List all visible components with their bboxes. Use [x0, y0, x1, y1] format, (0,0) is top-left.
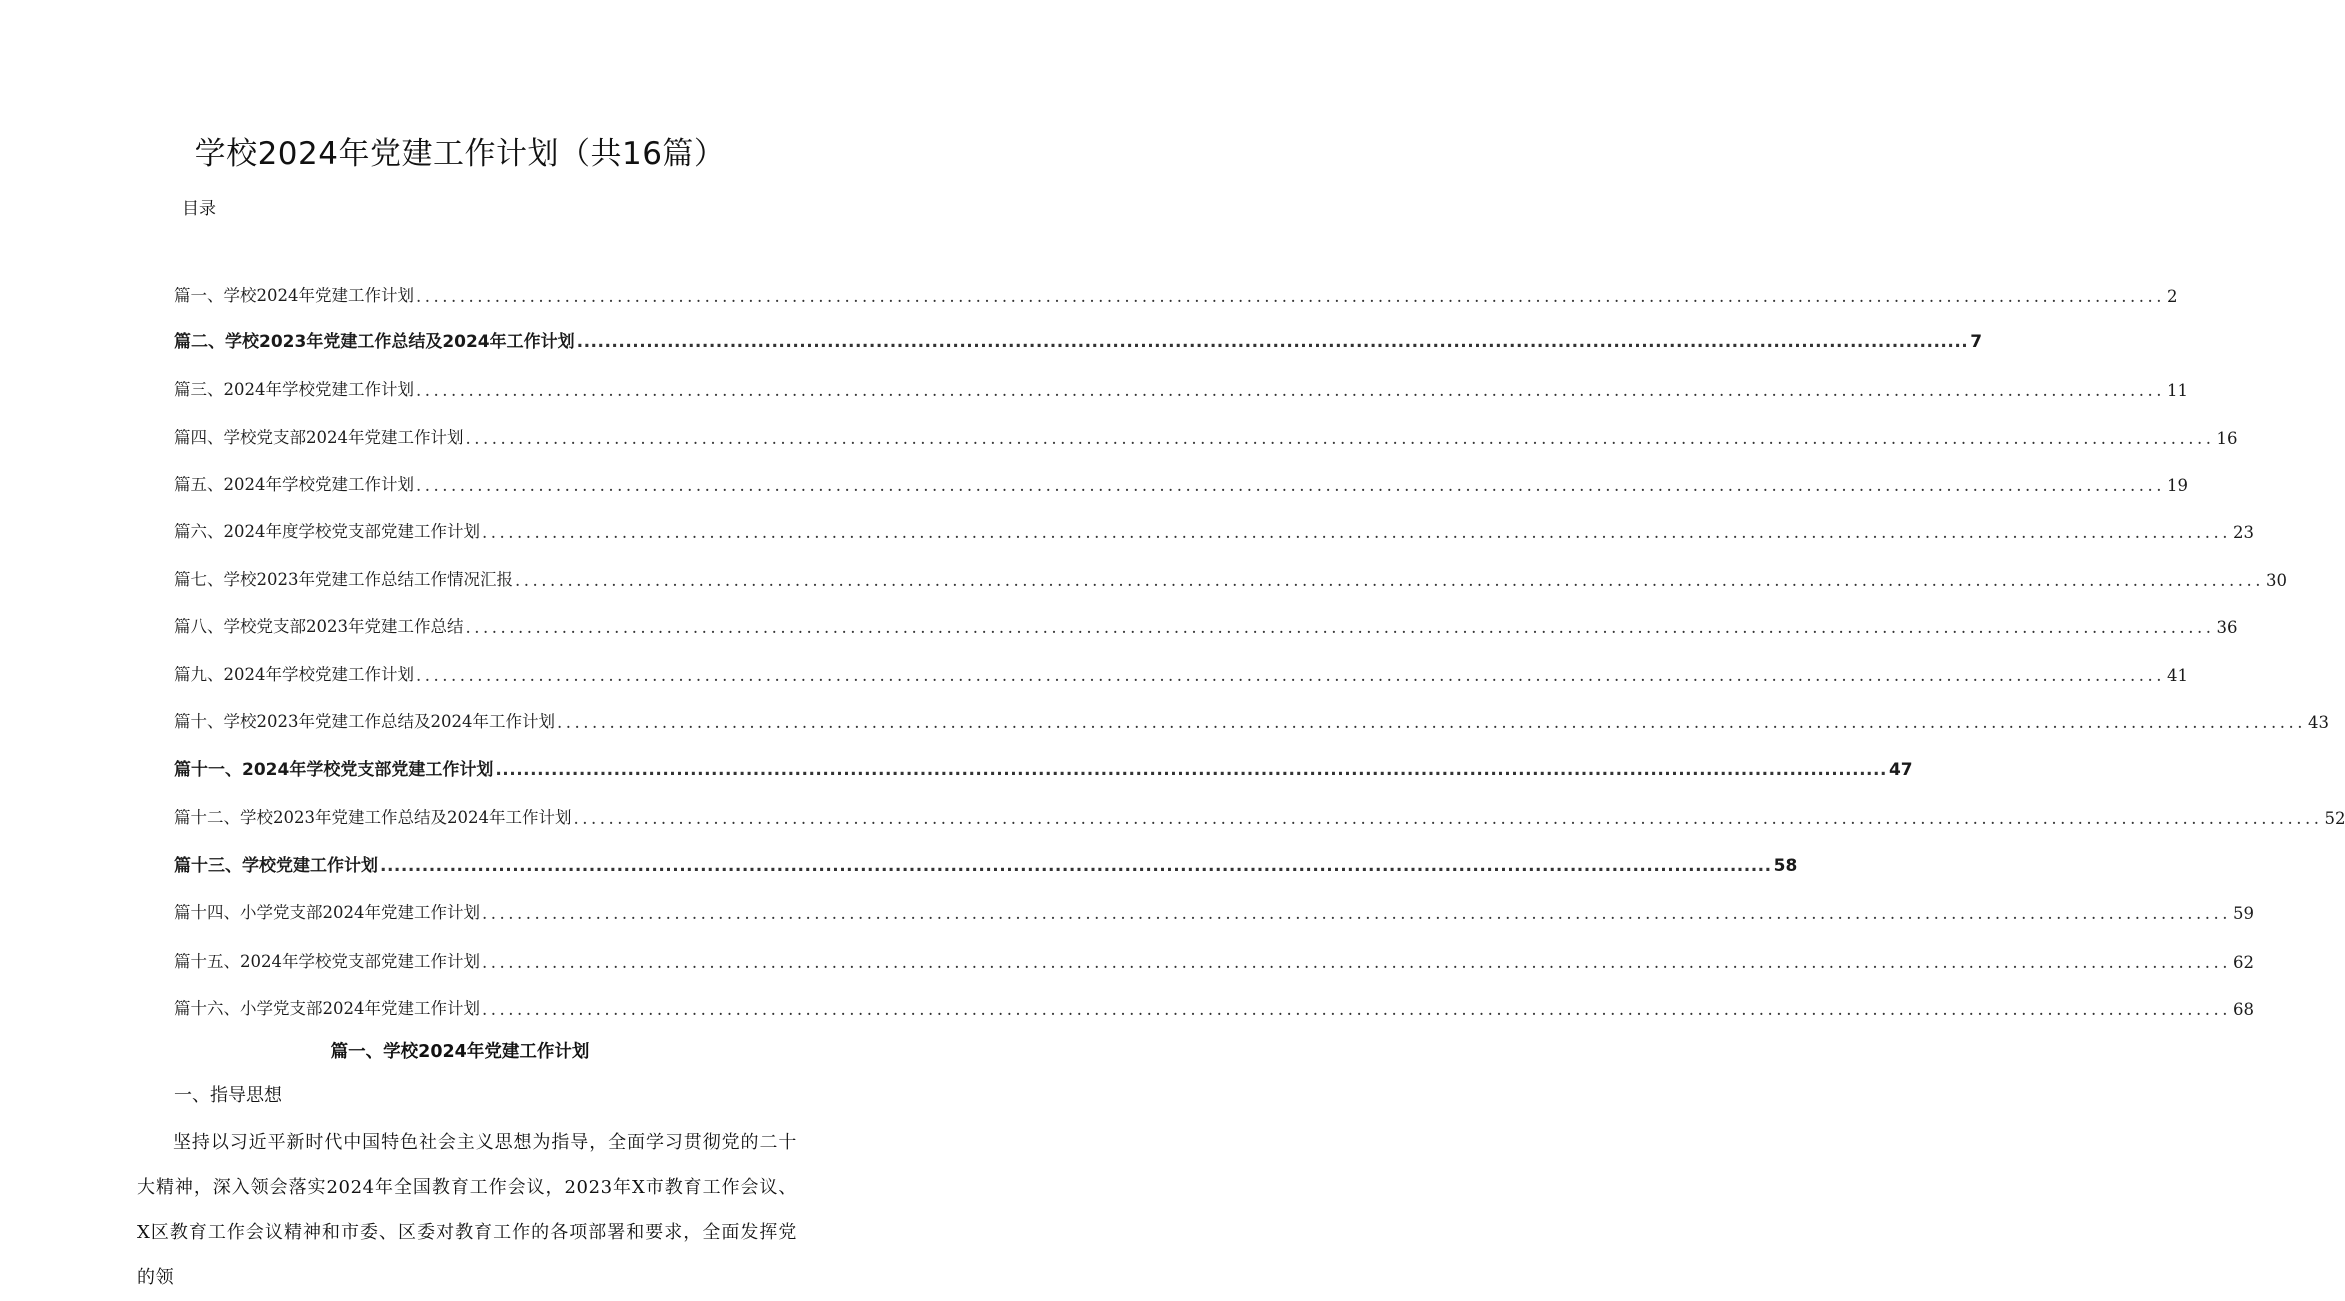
toc-leader-dots: ........................................................................................................................................................................................................: [482, 1000, 2231, 1019]
toc-entry[interactable]: [174, 798, 2345, 828]
toc-leader-dots: ........................................................................................................................................................................................................: [482, 953, 2231, 972]
toc-entry-title: 篇二、学校2023年党建工作总结及2024年工作计划: [174, 332, 575, 352]
toc-page-number: 43: [2307, 713, 2329, 732]
toc-entry-title: 篇六、2024年度学校党支部党建工作计划: [174, 522, 480, 541]
toc-entry[interactable]: [174, 942, 2254, 972]
section-heading: 一、指导思想: [174, 1085, 282, 1106]
toc-leader-dots: ........................................................................................................................................................................................................: [495, 760, 1887, 780]
toc-page-number: 62: [2232, 953, 2254, 972]
toc-leader-dots: ........................................................................................................................................................................................................: [556, 713, 2306, 732]
toc-entry-title: 篇一、学校2024年党建工作计划: [174, 286, 414, 305]
toc-leader-dots: ........................................................................................................................................................................................................: [482, 523, 2231, 542]
toc-leader-dots: ........................................................................................................................................................................................................: [416, 476, 2165, 495]
toc-entry-title: 篇五、2024年学校党建工作计划: [174, 475, 414, 494]
toc-entry[interactable]: [174, 750, 1913, 780]
toc-leader-dots: ........................................................................................................................................................................................................: [482, 904, 2231, 923]
toc-heading: 目录: [182, 199, 216, 219]
toc-page-number: 47: [1888, 760, 1913, 780]
toc-entry[interactable]: [174, 276, 2178, 306]
toc-page-number: 58: [1773, 856, 1798, 876]
toc-page-number: 7: [1970, 332, 1983, 352]
toc-entry[interactable]: [174, 370, 2188, 400]
toc-page-number: 16: [2216, 429, 2238, 448]
toc-leader-dots: ........................................................................................................................................................................................................: [573, 809, 2323, 828]
toc-leader-dots: ........................................................................................................................................................................................................: [380, 856, 1772, 876]
toc-entry[interactable]: [174, 893, 2254, 923]
toc-entry-title: 篇十二、学校2023年党建工作总结及2024年工作计划: [174, 808, 572, 827]
toc-page-number: 41: [2166, 666, 2188, 685]
toc-leader-dots: ........................................................................................................................................................................................................: [416, 287, 2165, 306]
toc-entry[interactable]: [174, 512, 2254, 542]
toc-entry-title: 篇十、学校2023年党建工作总结及2024年工作计划: [174, 712, 555, 731]
toc-entry[interactable]: [174, 846, 1798, 876]
toc-leader-dots: ........................................................................................................................................................................................................: [416, 381, 2165, 400]
toc-page-number: 59: [2232, 904, 2254, 923]
toc-page-number: 30: [2265, 571, 2287, 590]
toc-page-number: 19: [2166, 476, 2188, 495]
toc-leader-dots: ........................................................................................................................................................................................................: [576, 332, 1969, 352]
document-title: 学校2024年党建工作计划（共16篇）: [194, 136, 726, 172]
toc-entry[interactable]: [174, 560, 2287, 590]
toc-page-number: 11: [2166, 381, 2188, 400]
toc-entry[interactable]: [174, 418, 2238, 448]
toc-entry[interactable]: [174, 702, 2329, 732]
toc-entry-title: 篇八、学校党支部2023年党建工作总结: [174, 617, 464, 636]
toc-entry-title: 篇十四、小学党支部2024年党建工作计划: [174, 903, 480, 922]
toc-entry-title: 篇十六、小学党支部2024年党建工作计划: [174, 999, 480, 1018]
toc-leader-dots: ........................................................................................................................................................................................................: [465, 618, 2215, 637]
toc-leader-dots: ........................................................................................................................................................................................................: [465, 429, 2215, 448]
toc-entry-title: 篇十一、2024年学校党支部党建工作计划: [174, 760, 494, 780]
toc-leader-dots: ........................................................................................................................................................................................................: [416, 666, 2165, 685]
toc-entry-title: 篇三、2024年学校党建工作计划: [174, 380, 414, 399]
section-title: 篇一、学校2024年党建工作计划: [330, 1042, 590, 1062]
toc-entry-title: 篇十三、学校党建工作计划: [174, 856, 378, 876]
toc-entry[interactable]: [174, 607, 2238, 637]
toc-entry[interactable]: [174, 655, 2188, 685]
toc-page-number: 23: [2232, 523, 2254, 542]
toc-leader-dots: ........................................................................................................................................................................................................: [515, 571, 2264, 590]
toc-page-number: 52: [2324, 809, 2345, 828]
toc-entry-title: 篇九、2024年学校党建工作计划: [174, 665, 414, 684]
body-paragraph: 坚持以习近平新时代中国特色社会主义思想为指导，全面学习贯彻党的二十大精神，深入领会落实2024年全国教育工作会议，2023年X市教育工作会议、X区教育工作会议精神和市委、区委对教育工作的各项部署和要求，全面发挥党的领: [137, 1132, 797, 1288]
toc-page-number: 2: [2166, 287, 2178, 306]
toc-page-number: 36: [2216, 618, 2238, 637]
toc-entry[interactable]: [174, 465, 2188, 495]
toc-entry[interactable]: [174, 322, 1983, 352]
toc-entry[interactable]: [174, 989, 2254, 1019]
toc-entry-title: 篇十五、2024年学校党支部党建工作计划: [174, 952, 480, 971]
toc-entry-title: 篇四、学校党支部2024年党建工作计划: [174, 428, 464, 447]
toc-page-number: 68: [2232, 1000, 2254, 1019]
toc-entry-title: 篇七、学校2023年党建工作总结工作情况汇报: [174, 570, 513, 589]
